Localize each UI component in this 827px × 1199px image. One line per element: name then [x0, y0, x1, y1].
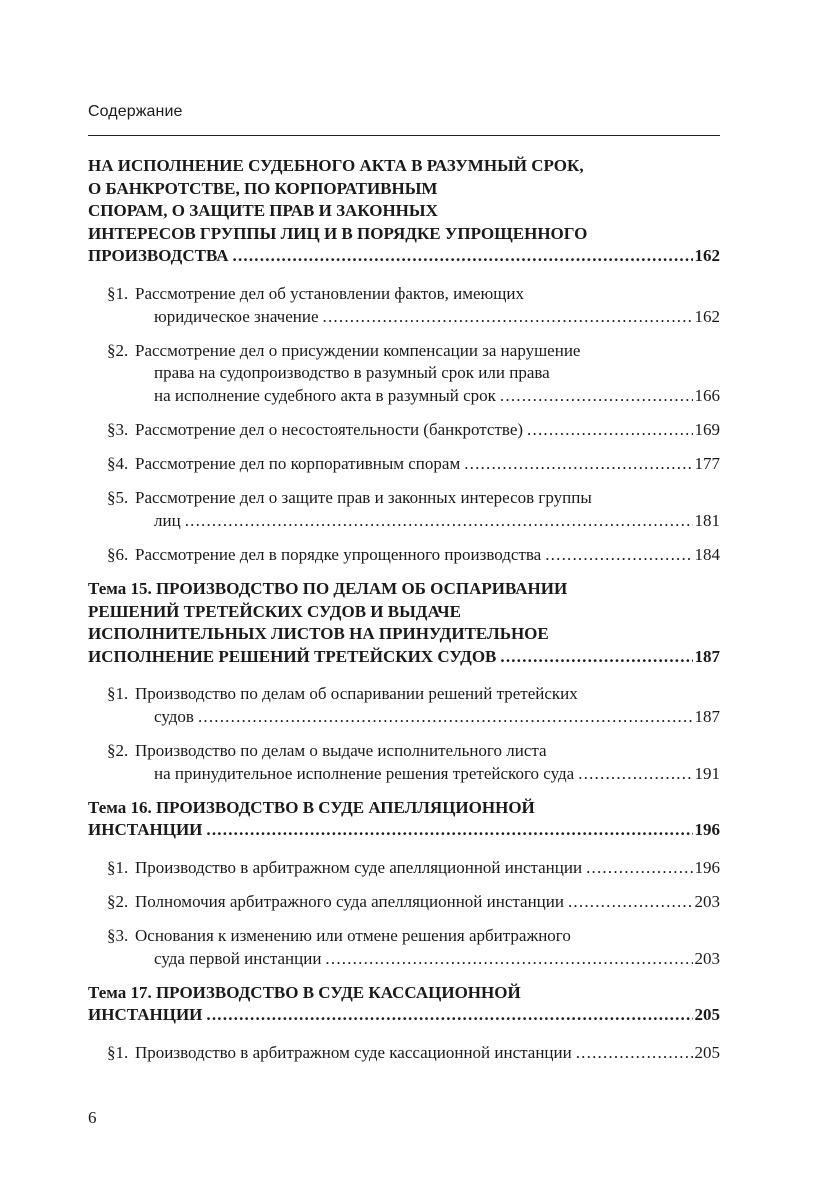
- toc-topic-line: РЕШЕНИЙ ТРЕТЕЙСКИХ СУДОВ И ВЫДАЧЕ: [88, 601, 461, 621]
- toc-section-line: [107, 544, 720, 567]
- toc-section-number: §3.: [107, 419, 129, 439]
- toc-topic-line: Тема 17. ПРОИЗВОДСТВО В СУДЕ КАССАЦИОННОЙ: [88, 982, 521, 1002]
- toc-entry-text: суда первой инстанции: [154, 948, 322, 968]
- toc-page-number[interactable]: 187: [694, 646, 720, 666]
- toc-section-text: Основания к изменению или отмене решения арбитражного: [135, 926, 571, 946]
- toc-entry-title: [88, 1004, 202, 1027]
- toc-page-number[interactable]: 203: [694, 948, 720, 968]
- toc-page-number[interactable]: 184: [694, 544, 720, 564]
- dot-leader: [206, 819, 692, 842]
- dot-leader: [198, 706, 693, 729]
- toc-section-text: Производство по делам об оспаривании решений третейских: [135, 684, 578, 704]
- toc-entry-text: Производство в арбитражном суде апелляционной инстанции: [135, 857, 583, 877]
- header-rule: [88, 135, 720, 136]
- toc-section-first-line: [107, 340, 720, 363]
- toc-entry-text: лиц: [154, 510, 181, 530]
- toc-section-number: §2.: [107, 340, 129, 360]
- toc-section-number: §1.: [107, 684, 129, 704]
- dot-leader: [325, 948, 692, 971]
- running-head: Содержание: [88, 103, 183, 120]
- toc-entry-text: юридическое значение: [154, 306, 319, 326]
- toc-section[interactable]: [88, 419, 720, 442]
- toc-section[interactable]: [88, 453, 720, 476]
- toc-entry-title: [107, 1042, 572, 1065]
- toc-page-number[interactable]: 162: [694, 306, 720, 326]
- toc-section[interactable]: [88, 283, 720, 328]
- dot-leader: [568, 891, 693, 914]
- toc-section-line: [107, 891, 720, 914]
- toc-section-first-line: [107, 740, 720, 763]
- toc-topic-line: СПОРАМ, О ЗАЩИТЕ ПРАВ И ЗАКОННЫХ: [88, 201, 438, 221]
- toc-page-number[interactable]: 196: [694, 820, 720, 840]
- toc-section-last-line: [107, 763, 720, 786]
- toc-section-line: [107, 453, 720, 476]
- toc-page-number[interactable]: 205: [694, 1042, 720, 1062]
- toc-topic-last-line: [88, 646, 720, 669]
- toc-entry-title: [107, 544, 541, 567]
- toc-section-number: §1.: [107, 1042, 129, 1062]
- toc-section-number: §1.: [107, 857, 129, 877]
- toc-entry-title: [107, 857, 582, 880]
- toc-section[interactable]: [88, 740, 720, 785]
- toc-section-text: Рассмотрение дел об установлении фактов, имеющих: [135, 283, 524, 303]
- toc-section-number: §1.: [107, 283, 129, 303]
- toc-section-number: §2.: [107, 740, 129, 760]
- dot-leader: [500, 385, 693, 408]
- toc-section-line: [107, 1042, 720, 1065]
- toc-topic-last-line: [88, 819, 720, 842]
- toc-topic-line: ИНТЕРЕСОВ ГРУППЫ ЛИЦ И В ПОРЯДКЕ УПРОЩЕННОГО: [88, 223, 588, 243]
- toc-entry-text: Рассмотрение дел по корпоративным спорам: [135, 454, 461, 474]
- toc-topic-line: Тема 15. ПРОИЗВОДСТВО ПО ДЕЛАМ ОБ ОСПАРИВАНИИ: [88, 578, 568, 598]
- toc-entry-title: [154, 948, 321, 971]
- toc-entry-text: судов: [154, 706, 194, 726]
- toc-entry-title: [88, 646, 496, 669]
- toc-entry-text: ИНСТАНЦИИ: [88, 1005, 203, 1025]
- toc-page-number[interactable]: 196: [694, 857, 720, 877]
- dot-leader: [500, 646, 692, 669]
- toc-section-line: права на судопроизводство в разумный срок или права: [154, 363, 550, 383]
- toc-topic-line: НА ИСПОЛНЕНИЕ СУДЕБНОГО АКТА В РАЗУМНЫЙ СРОК,: [88, 156, 584, 175]
- toc-topic[interactable]: [88, 578, 720, 668]
- toc-section-text: Рассмотрение дел о присуждении компенсации за нарушение: [135, 340, 581, 360]
- toc-section[interactable]: [88, 1042, 720, 1065]
- toc-section[interactable]: [88, 340, 720, 408]
- toc-section-first-line: [107, 283, 720, 306]
- toc-page-number[interactable]: 203: [694, 891, 720, 911]
- table-of-contents: [88, 155, 720, 1076]
- toc-section-text: Производство по делам о выдаче исполнительного листа: [135, 740, 547, 760]
- toc-topic[interactable]: [88, 155, 720, 268]
- toc-section-last-line: [107, 385, 720, 408]
- toc-section[interactable]: [88, 925, 720, 970]
- toc-entry-title: [88, 819, 202, 842]
- toc-entry-title: [107, 453, 460, 476]
- toc-section[interactable]: [88, 487, 720, 532]
- toc-entry-text: ИНСТАНЦИИ: [88, 820, 203, 840]
- toc-page-number[interactable]: 177: [694, 454, 720, 474]
- toc-entry-title: [107, 419, 523, 442]
- toc-topic-last-line: [88, 245, 720, 268]
- toc-page-number[interactable]: 166: [694, 385, 720, 405]
- toc-entry-title: [154, 306, 319, 329]
- dot-leader: [527, 419, 692, 442]
- toc-topic[interactable]: [88, 797, 720, 842]
- toc-section[interactable]: [88, 891, 720, 914]
- dot-leader: [586, 857, 692, 880]
- toc-entry-title: [88, 245, 229, 268]
- dot-leader: [464, 453, 692, 476]
- toc-entry-text: Рассмотрение дел в порядке упрощенного производства: [135, 544, 542, 564]
- toc-page-number[interactable]: 169: [694, 419, 720, 439]
- toc-entry-title: [107, 891, 564, 914]
- toc-page-number[interactable]: 191: [694, 763, 720, 783]
- toc-section-text: Рассмотрение дел о защите прав и законных интересов группы: [135, 488, 592, 508]
- dot-leader: [323, 306, 693, 329]
- toc-page-number[interactable]: 205: [694, 1005, 720, 1025]
- dot-leader: [578, 763, 692, 786]
- dot-leader: [233, 245, 693, 268]
- toc-section-number: §6.: [107, 544, 129, 564]
- toc-page-number[interactable]: 187: [694, 706, 720, 726]
- toc-entry-text: Рассмотрение дел о несостоятельности (банкротстве): [135, 419, 524, 439]
- dot-leader: [576, 1042, 693, 1065]
- toc-section-last-line: [107, 706, 720, 729]
- toc-section-line: [107, 857, 720, 880]
- toc-topic-line: О БАНКРОТСТВЕ, ПО КОРПОРАТИВНЫМ: [88, 178, 438, 198]
- toc-topic[interactable]: [88, 982, 720, 1027]
- toc-section[interactable]: [88, 544, 720, 567]
- toc-entry-text: ИСПОЛНЕНИЕ РЕШЕНИЙ ТРЕТЕЙСКИХ СУДОВ: [88, 646, 497, 666]
- toc-section-first-line: [107, 683, 720, 706]
- toc-topic-last-line: [88, 1004, 720, 1027]
- toc-entry-title: [154, 763, 574, 786]
- dot-leader: [545, 544, 692, 567]
- toc-entry-text: Производство в арбитражном суде кассационной инстанции: [135, 1042, 572, 1062]
- toc-section-last-line: [107, 306, 720, 329]
- toc-page-number[interactable]: 181: [694, 510, 720, 530]
- toc-section-last-line: [107, 948, 720, 971]
- toc-section[interactable]: [88, 683, 720, 728]
- toc-entry-text: Полномочия арбитражного суда апелляционной инстанции: [135, 891, 564, 911]
- toc-topic-line: ИСПОЛНИТЕЛЬНЫХ ЛИСТОВ НА ПРИНУДИТЕЛЬНОЕ: [88, 624, 549, 644]
- page-number: 6: [88, 1108, 97, 1127]
- toc-section-number: §3.: [107, 926, 129, 946]
- toc-page-number[interactable]: 162: [694, 246, 720, 266]
- toc-entry-text: ПРОИЗВОДСТВА: [88, 246, 229, 266]
- toc-section-number: §2.: [107, 891, 129, 911]
- dot-leader: [185, 510, 693, 533]
- toc-section-first-line: [107, 487, 720, 510]
- toc-entry-text: на исполнение судебного акта в разумный срок: [154, 385, 496, 405]
- toc-section-number: §4.: [107, 454, 129, 474]
- toc-entry-title: [154, 706, 194, 729]
- dot-leader: [206, 1004, 692, 1027]
- toc-section-last-line: [107, 510, 720, 533]
- toc-section-line: [107, 419, 720, 442]
- toc-topic-line: Тема 16. ПРОИЗВОДСТВО В СУДЕ АПЕЛЛЯЦИОННОЙ: [88, 797, 535, 817]
- toc-entry-title: [154, 510, 181, 533]
- toc-entry-title: [154, 385, 496, 408]
- toc-section[interactable]: [88, 857, 720, 880]
- toc-entry-text: на принудительное исполнение решения третейского суда: [154, 763, 575, 783]
- toc-section-number: §5.: [107, 488, 129, 508]
- toc-section-first-line: [107, 925, 720, 948]
